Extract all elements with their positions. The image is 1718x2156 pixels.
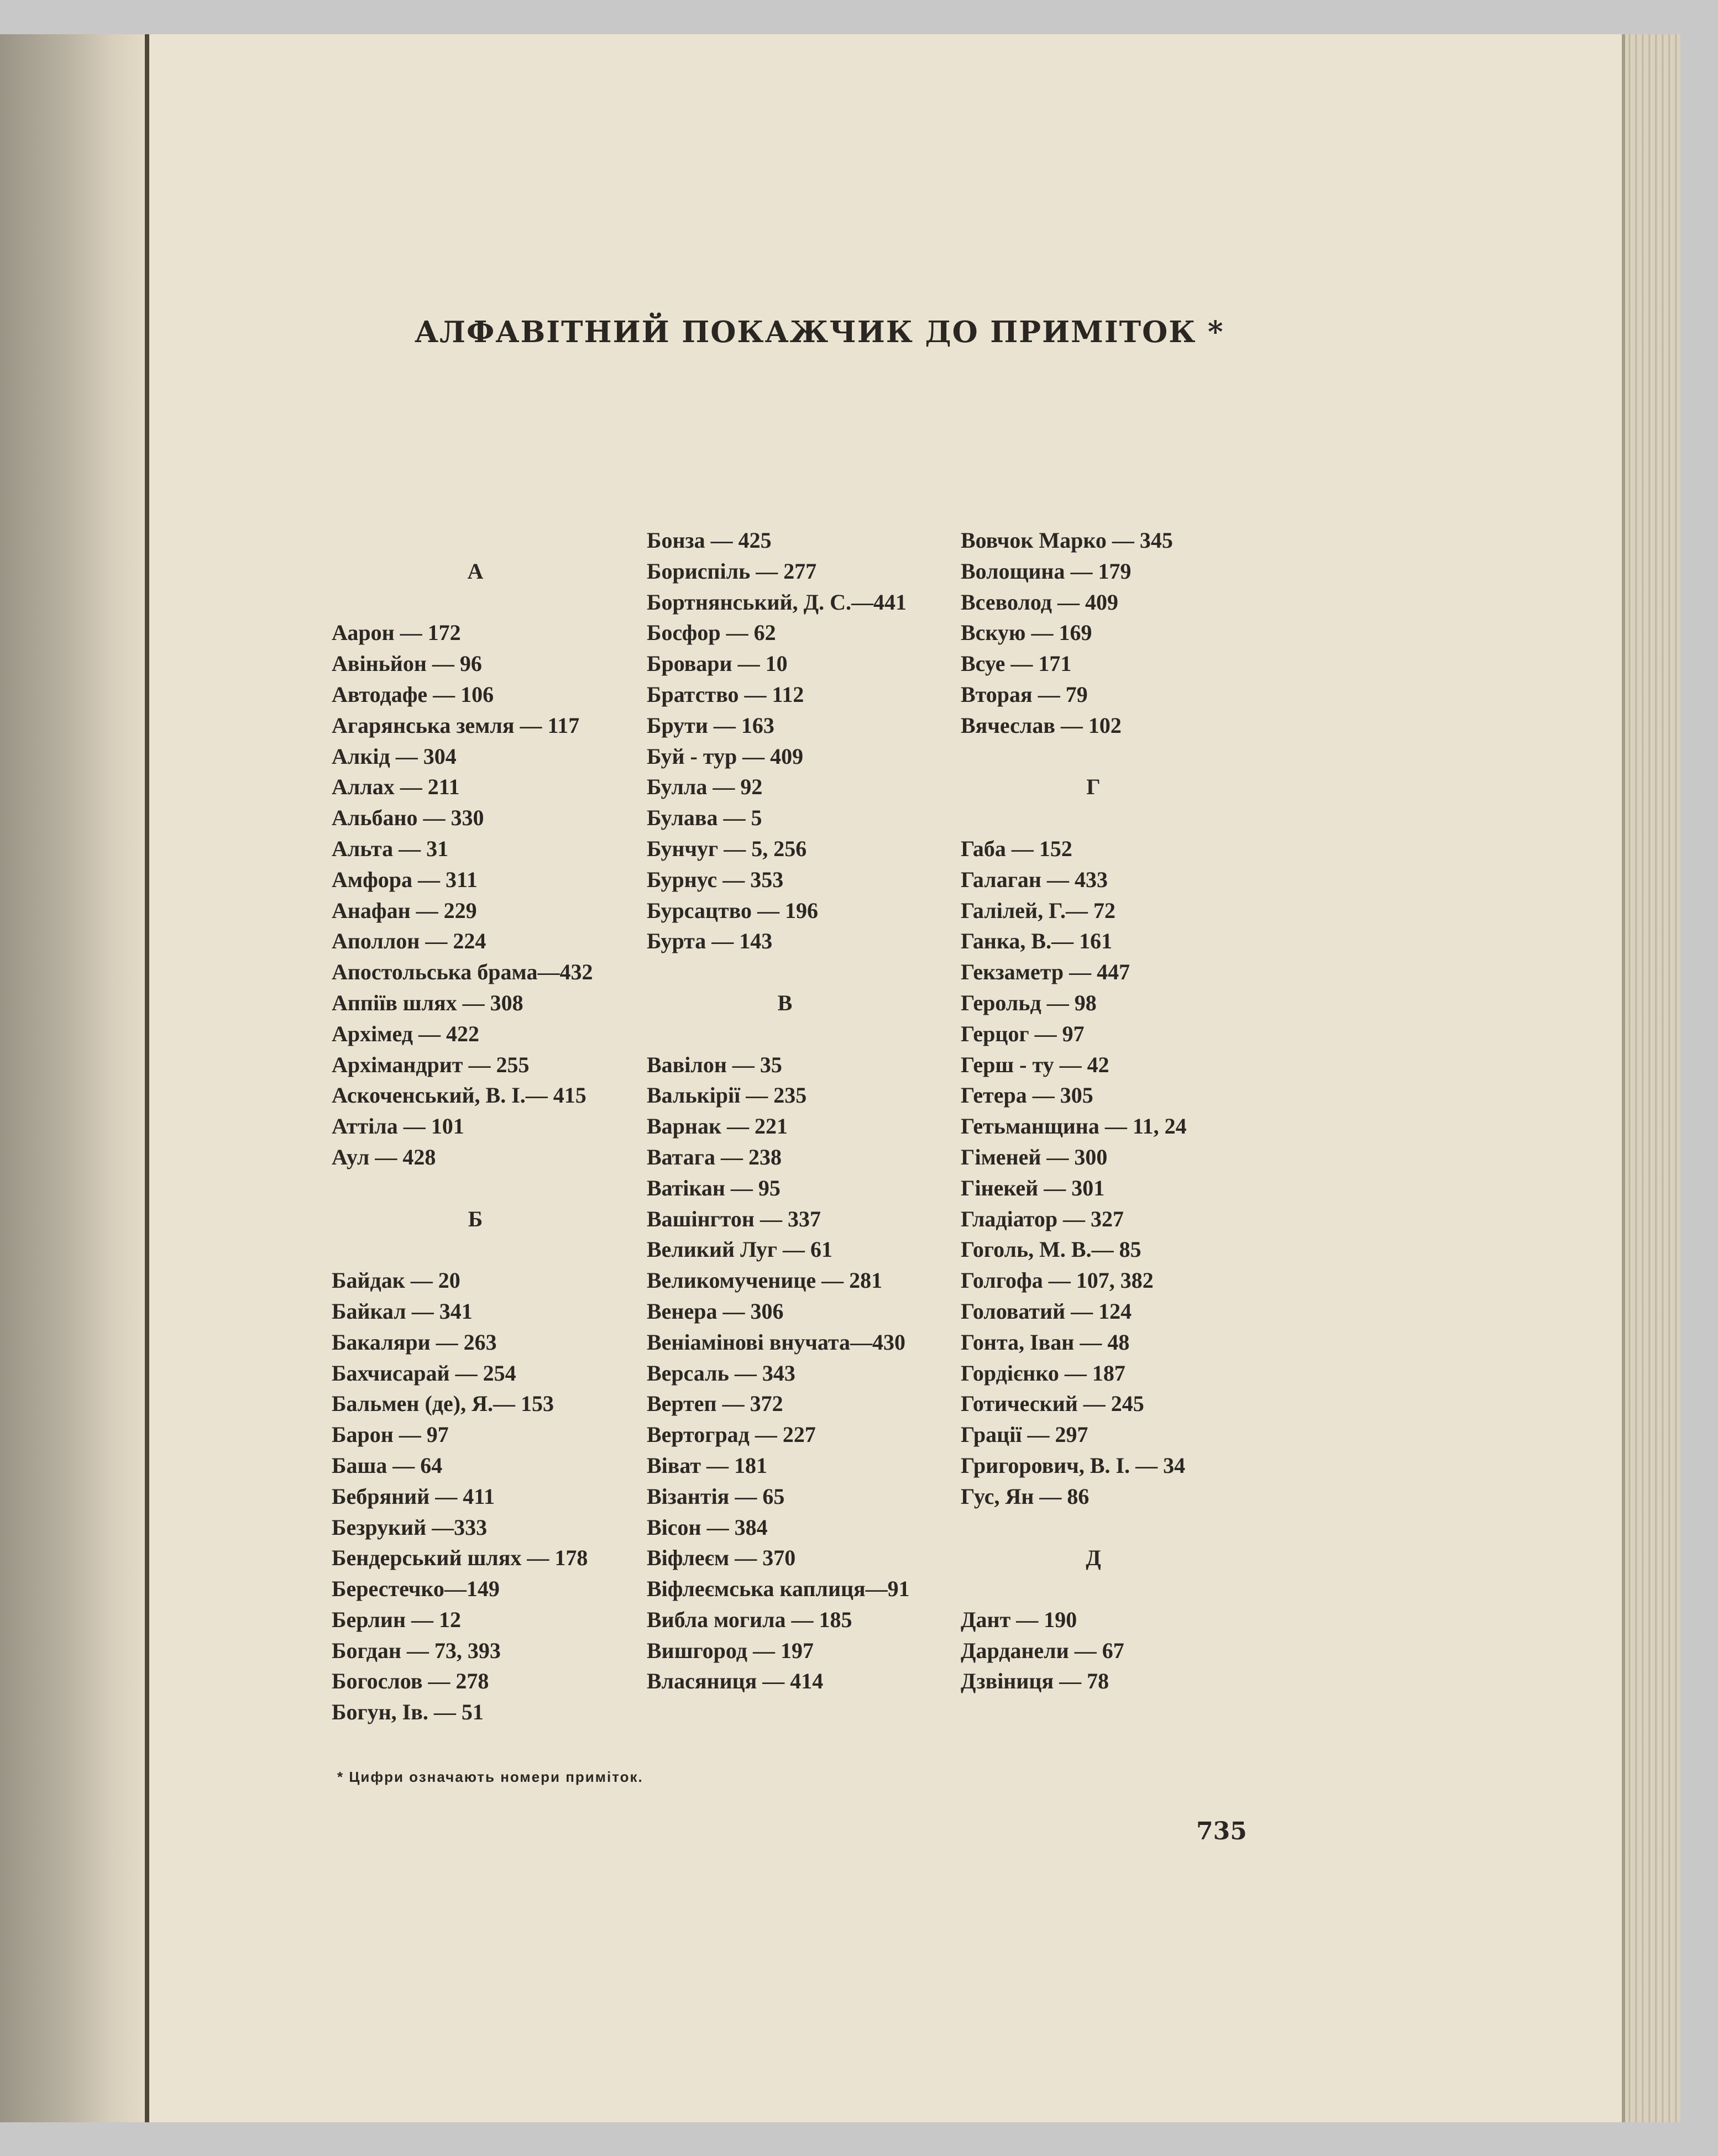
section-letter: А [467, 558, 484, 584]
index-entry: Вертеп — 372 [647, 1391, 783, 1417]
index-entry: Версаль — 343 [647, 1360, 795, 1386]
index-column-3 [961, 525, 1270, 1697]
index-entry: Веніамінові внучата—430 [647, 1329, 906, 1355]
index-entry: Брути — 163 [647, 712, 774, 738]
index-entry: Автодафе — 106 [332, 681, 494, 707]
index-entry: Гоголь, М. В.— 85 [961, 1237, 1141, 1262]
index-entry: Вовчок Марко — 345 [961, 528, 1173, 553]
index-entry: Вашінгтон — 337 [647, 1206, 821, 1231]
index-entry: Великомученице — 281 [647, 1268, 883, 1293]
index-entry: Бурнус — 353 [647, 867, 784, 892]
index-entry: Гінекей — 301 [961, 1175, 1105, 1200]
index-entry: Авіньйон — 96 [332, 651, 482, 676]
index-entry: Братство — 112 [647, 681, 804, 707]
index-entry: Вторая — 79 [961, 681, 1088, 707]
index-entry: Дант — 190 [961, 1607, 1077, 1632]
index-entry: Герцог — 97 [961, 1021, 1085, 1046]
index-entry: Візантія — 65 [647, 1483, 785, 1509]
index-entry: Буй - тур — 409 [647, 743, 804, 769]
section-letter: Б [468, 1206, 483, 1231]
index-entry: Аул — 428 [332, 1144, 436, 1169]
index-entry: Гордієнко — 187 [961, 1360, 1125, 1386]
spacer [961, 1512, 1270, 1543]
index-entry: Берлин — 12 [332, 1607, 461, 1632]
index-entry: Бурта — 143 [647, 929, 773, 954]
index-entry: Віват — 181 [647, 1452, 768, 1478]
index-entry: Гонта, Іван — 48 [961, 1329, 1130, 1355]
index-entry: Бориспіль — 277 [647, 558, 817, 584]
index-entry: Гетера — 305 [961, 1083, 1093, 1108]
index-entry: Гетьманщина — 11, 24 [961, 1114, 1187, 1139]
index-entry: Бакаляри — 263 [332, 1329, 497, 1355]
index-entry: Гіменей — 300 [961, 1144, 1108, 1169]
index-entry: Всуе — 171 [961, 651, 1072, 676]
index-entry: Гекзаметр — 447 [961, 959, 1130, 985]
index-entry: Гладіатор — 327 [961, 1206, 1124, 1231]
spacer [332, 587, 641, 618]
index-entry: Бонза — 425 [647, 528, 772, 553]
index-entry: Аскоченський, В. І.— 415 [332, 1083, 586, 1108]
spacer [332, 1234, 641, 1265]
spacer [961, 741, 1270, 772]
index-entry: Архімандрит — 255 [332, 1052, 530, 1077]
index-entry: Байкал — 341 [332, 1298, 473, 1324]
index-entry: Аллах — 211 [332, 774, 460, 800]
index-entry: Ганка, В.— 161 [961, 929, 1113, 954]
index-entry: Бебряний — 411 [332, 1483, 495, 1509]
index-entry: Бахчисарай — 254 [332, 1360, 516, 1386]
index-entry: Вісон — 384 [647, 1514, 768, 1540]
spacer [332, 525, 641, 556]
index-entry: Великий Луг — 61 [647, 1237, 833, 1262]
index-entry: Галаган — 433 [961, 867, 1108, 892]
index-entry: Бровари — 10 [647, 651, 788, 676]
page-number: 735 [1196, 1817, 1247, 1845]
section-letter: В [777, 990, 793, 1015]
index-entry: Аполлон — 224 [332, 929, 486, 954]
index-entry: Вишгород — 197 [647, 1638, 814, 1663]
index-entry: Аппіїв шлях — 308 [332, 990, 523, 1015]
index-entry: Аттіла — 101 [332, 1114, 464, 1139]
index-entry: Віфлеєм — 370 [647, 1545, 796, 1571]
index-entry: Власяниця — 414 [647, 1669, 824, 1694]
index-entry: Богослов — 278 [332, 1669, 489, 1694]
index-entry: Босфор — 62 [647, 620, 776, 646]
index-entry: Герш - ту — 42 [961, 1052, 1109, 1077]
index-entry: Амфора — 311 [332, 867, 478, 892]
book-gutter [0, 34, 148, 2122]
index-entry: Булла — 92 [647, 774, 763, 800]
index-entry: Бортнянський, Д. С.—441 [647, 589, 907, 615]
index-entry: Дарданели — 67 [961, 1638, 1124, 1663]
index-entry: Грації — 297 [961, 1422, 1088, 1447]
index-entry: Валькірії — 235 [647, 1083, 807, 1108]
index-entry: Ватага — 238 [647, 1144, 782, 1169]
index-entry: Бендерський шлях — 178 [332, 1545, 588, 1571]
index-entry: Герольд — 98 [961, 990, 1097, 1015]
index-entry: Вячеслав — 102 [961, 712, 1122, 738]
index-entry: Баша — 64 [332, 1452, 443, 1478]
index-entry: Віфлеємська каплиця—91 [647, 1576, 910, 1602]
index-entry: Всеволод — 409 [961, 589, 1118, 615]
index-entry: Берестечко—149 [332, 1576, 500, 1602]
index-entry: Аарон — 172 [332, 620, 461, 646]
index-entry: Богун, Ів. — 51 [332, 1699, 484, 1725]
index-entry: Гус, Ян — 86 [961, 1483, 1090, 1509]
index-entry: Архімед — 422 [332, 1021, 479, 1046]
index-entry: Альбано — 330 [332, 805, 484, 831]
index-entry: Алкід — 304 [332, 743, 457, 769]
index-entry: Богдан — 73, 393 [332, 1638, 501, 1663]
index-entry: Готический — 245 [961, 1391, 1144, 1417]
index-column-1 [332, 525, 641, 1728]
section-letter: Д [1086, 1545, 1101, 1571]
index-entry: Апостольська брама—432 [332, 959, 593, 985]
index-entry: Бурсацтво — 196 [647, 898, 818, 923]
spacer [961, 802, 1270, 833]
index-entry: Бунчуг — 5, 256 [647, 836, 807, 861]
index-entry: Агарянська земля — 117 [332, 712, 580, 738]
spacer [332, 1173, 641, 1204]
index-entry: Галілей, Г.— 72 [961, 898, 1116, 923]
index-entry: Вскую — 169 [961, 620, 1092, 646]
index-entry: Анафан — 229 [332, 898, 477, 923]
footnote: * Цифри означають номери приміток. [337, 1769, 643, 1785]
index-entry: Булава — 5 [647, 805, 762, 831]
index-entry: Барон — 97 [332, 1422, 449, 1447]
index-entry: Ватікан — 95 [647, 1175, 781, 1200]
index-entry: Бальмен (де), Я.— 153 [332, 1391, 554, 1417]
index-entry: Вавілон — 35 [647, 1052, 782, 1077]
page-edges [1625, 34, 1680, 2122]
index-entry: Григорович, В. І. — 34 [961, 1452, 1186, 1478]
index-entry: Варнак — 221 [647, 1114, 788, 1139]
index-entry: Безрукий —333 [332, 1514, 488, 1540]
page-title: АЛФАВІТНИЙ ПОКАЖЧИК ДО ПРИМІТОК * [415, 315, 1224, 349]
index-entry: Дзвіниця — 78 [961, 1669, 1109, 1694]
spacer [961, 1573, 1270, 1604]
index-column-2 [647, 525, 956, 1697]
index-entry: Голгофа — 107, 382 [961, 1268, 1154, 1293]
index-entry: Альта — 31 [332, 836, 449, 861]
spacer [647, 1019, 956, 1050]
index-entry: Вертоград — 227 [647, 1422, 816, 1447]
index-entry: Габа — 152 [961, 836, 1072, 861]
section-letter: Г [1086, 774, 1101, 800]
index-entry: Венера — 306 [647, 1298, 784, 1324]
spacer [647, 957, 956, 988]
index-entry: Головатий — 124 [961, 1298, 1132, 1324]
index-entry: Байдак — 20 [332, 1268, 460, 1293]
index-entry: Вибла могила — 185 [647, 1607, 852, 1632]
binding-line [145, 34, 149, 2122]
index-entry: Волощина — 179 [961, 558, 1132, 584]
